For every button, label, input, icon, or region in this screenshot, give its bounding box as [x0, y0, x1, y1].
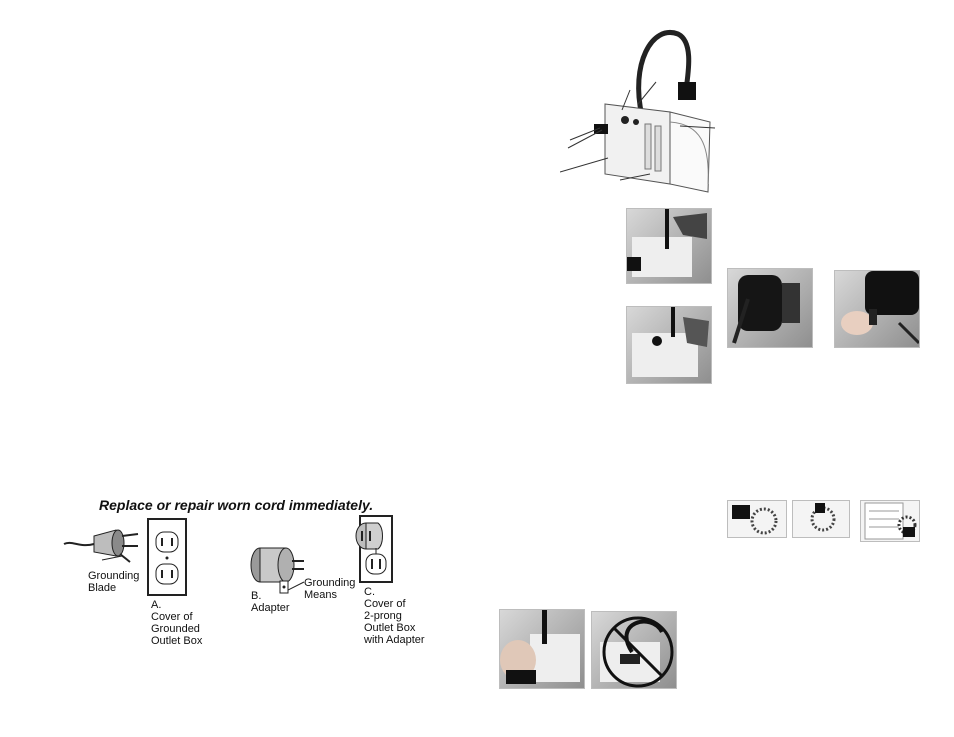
outlet-a-label: A. Cover of Grounded Outlet Box [151, 599, 203, 647]
grounding-title: Replace or repair worn cord immediately. [99, 497, 374, 513]
adapter-b-label: B. Adapter [251, 590, 290, 614]
photo-lamp-install-1 [626, 208, 712, 284]
photo-lamp-install-2 [626, 306, 712, 384]
machine-main-photo [560, 24, 720, 204]
two-prong-outlet-icon [352, 514, 394, 584]
photo-brush-1 [727, 500, 787, 538]
photo-motor-screwdriver [727, 268, 813, 348]
grounding-means-label: Grounding Means [304, 577, 356, 601]
photo-brush-chart [860, 500, 920, 542]
grounding-blade-label: Grounding Blade [88, 570, 140, 594]
outlet-c-label: C. Cover of 2-prong Outlet Box with Adapter [364, 586, 425, 646]
grounded-outlet-icon [147, 518, 187, 596]
photo-incorrect-lamp-position [591, 611, 677, 689]
photo-motor-brush [834, 270, 920, 348]
grounded-plug-icon [62, 522, 142, 570]
photo-brush-2 [792, 500, 850, 538]
photo-correct-lamp-position [499, 609, 585, 689]
